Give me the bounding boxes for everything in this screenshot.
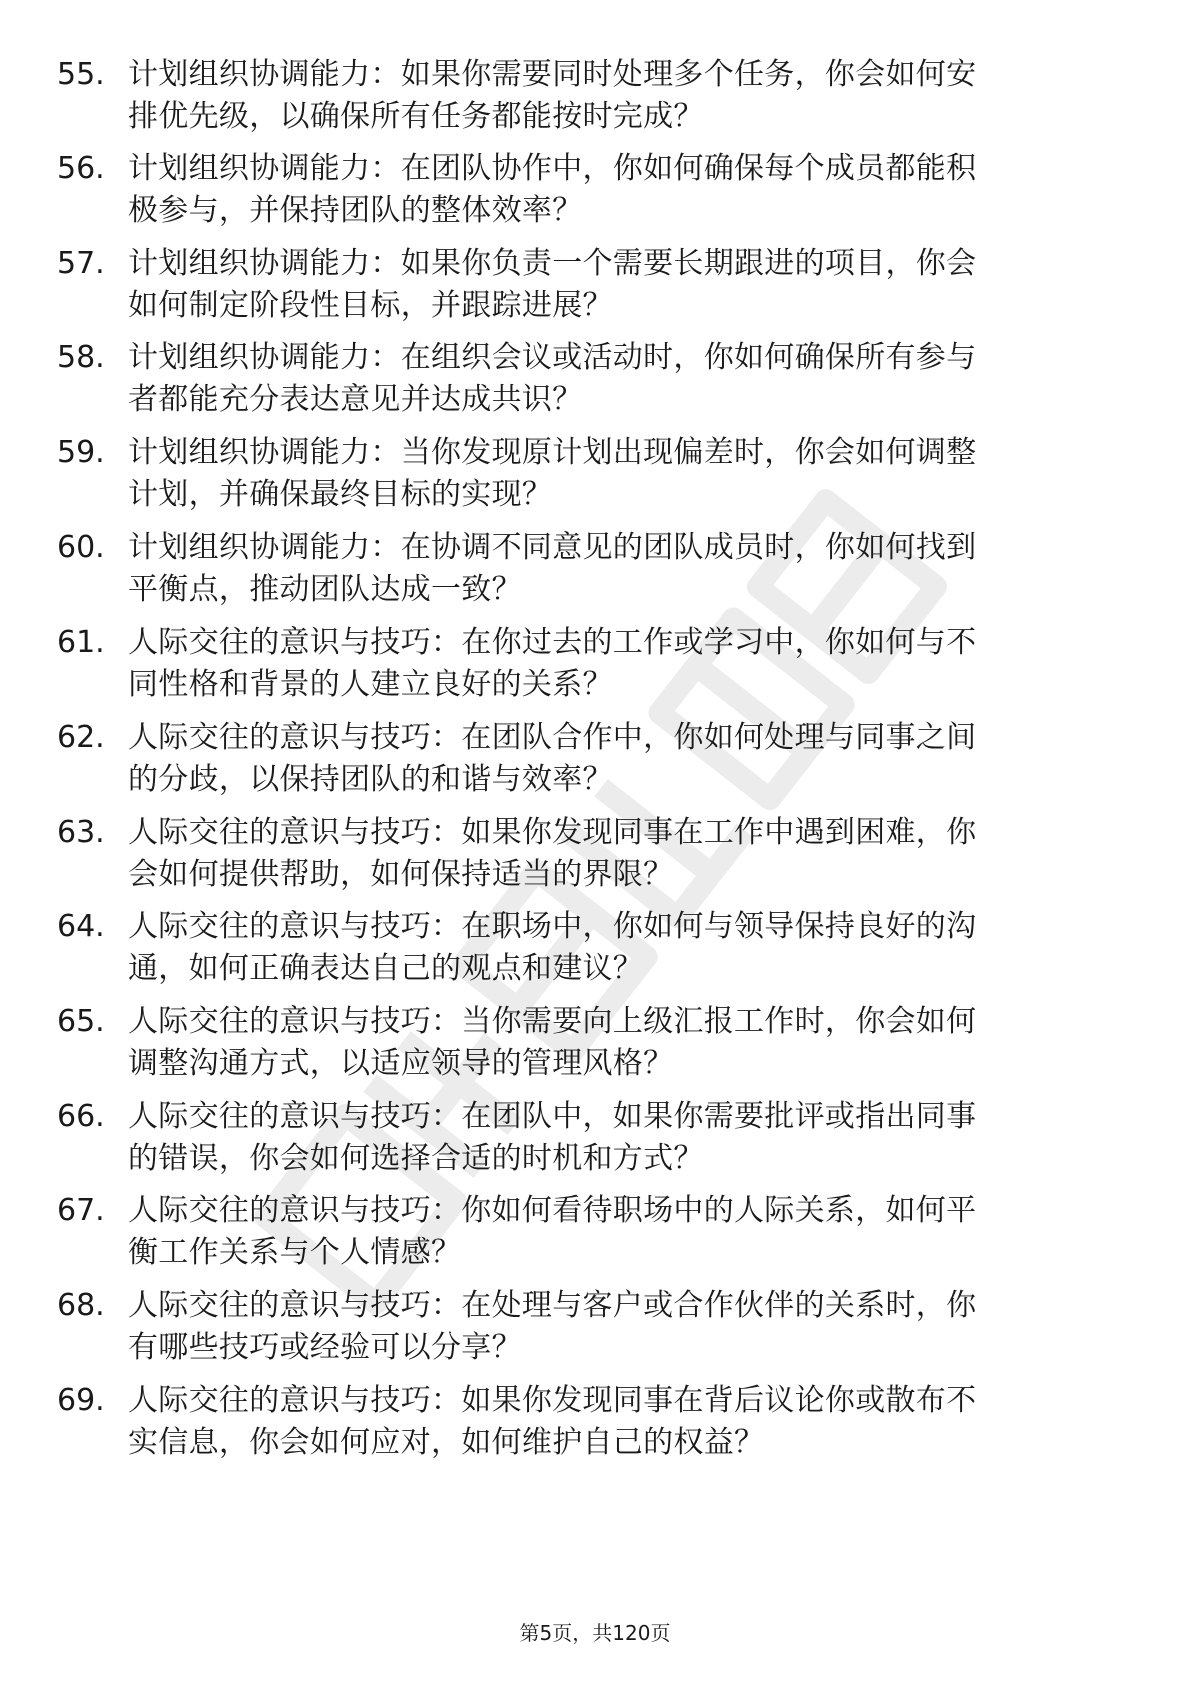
question-item	[0, 1096, 1190, 1186]
question-line: 人际交往的意识与技巧：在团队中，如果你需要批评或指出同事	[128, 1099, 977, 1134]
question-line: 者都能充分表达意见并达成共识？	[128, 382, 583, 417]
question-number: 59.	[57, 435, 105, 470]
question-line: 计划组织协调能力：在协调不同意见的团队成员时，你如何找到	[128, 530, 977, 565]
question-line: 调整沟通方式，以适应领导的管理风格？	[128, 1046, 674, 1081]
question-number: 65.	[57, 1004, 105, 1039]
question-line: 如何制定阶段性目标，并跟踪进展？	[128, 288, 613, 323]
question-line: 的错误，你会如何选择合适的时机和方式？	[128, 1141, 704, 1176]
question-line: 人际交往的意识与技巧：当你需要向上级汇报工作时，你会如何	[128, 1004, 977, 1039]
question-text	[128, 622, 1128, 706]
page-number-footer: 第5页，共120页	[519, 1621, 671, 1645]
question-number: 57.	[57, 246, 105, 281]
question-line: 会如何提供帮助，如何保持适当的界限？	[128, 857, 674, 892]
question-text	[128, 717, 1128, 801]
question-item	[0, 1380, 1190, 1470]
question-line: 极参与，并保持团队的整体效率？	[128, 193, 583, 228]
question-line: 人际交往的意识与技巧：如果你发现同事在工作中遇到困难，你	[128, 815, 977, 850]
question-line: 计划组织协调能力：在组织会议或活动时，你如何确保所有参与	[128, 340, 977, 375]
question-item	[0, 812, 1190, 902]
question-line: 人际交往的意识与技巧：你如何看待职场中的人际关系，如何平	[128, 1193, 977, 1228]
question-line: 通，如何正确表达自己的观点和建议？	[128, 951, 644, 986]
question-line: 计划，并确保最终目标的实现？	[128, 477, 553, 512]
question-number: 69.	[57, 1383, 105, 1418]
question-line: 人际交往的意识与技巧：在处理与客户或合作伙伴的关系时，你	[128, 1288, 977, 1323]
question-text	[128, 1380, 1128, 1464]
question-text	[128, 148, 1128, 232]
question-number: 60.	[57, 530, 105, 565]
question-number: 58.	[57, 340, 105, 375]
question-number: 61.	[57, 625, 105, 660]
question-text	[128, 432, 1128, 516]
question-line: 的分歧，以保持团队的和谐与效率？	[128, 762, 613, 797]
question-item	[0, 527, 1190, 617]
question-line: 计划组织协调能力：如果你负责一个需要长期跟进的项目，你会	[128, 246, 977, 281]
question-text	[128, 812, 1128, 896]
question-item	[0, 1285, 1190, 1375]
question-number: 68.	[57, 1288, 105, 1323]
question-text	[128, 337, 1128, 421]
question-item	[0, 54, 1190, 144]
question-line: 计划组织协调能力：当你发现原计划出现偏差时，你会如何调整	[128, 435, 977, 470]
question-line: 人际交往的意识与技巧：在职场中，你如何与领导保持良好的沟	[128, 909, 977, 944]
question-number: 62.	[57, 720, 105, 755]
question-line: 同性格和背景的人建立良好的关系？	[128, 667, 613, 702]
question-line: 平衡点，推动团队达成一致？	[128, 572, 522, 607]
question-text	[128, 1001, 1128, 1085]
question-line: 计划组织协调能力：如果你需要同时处理多个任务，你会如何安	[128, 57, 977, 92]
question-line: 有哪些技巧或经验可以分享？	[128, 1330, 522, 1365]
question-text	[128, 1190, 1128, 1274]
question-text	[128, 54, 1128, 138]
question-number: 55.	[57, 57, 105, 92]
question-line: 计划组织协调能力：在团队协作中，你如何确保每个成员都能积	[128, 151, 977, 186]
question-item	[0, 1190, 1190, 1280]
question-item	[0, 906, 1190, 996]
question-text	[128, 527, 1128, 611]
question-number: 63.	[57, 815, 105, 850]
question-line: 排优先级，以确保所有任务都能按时完成？	[128, 99, 704, 134]
question-line: 人际交往的意识与技巧：如果你发现同事在背后议论你或散布不	[128, 1383, 977, 1418]
question-item	[0, 1001, 1190, 1091]
question-line: 人际交往的意识与技巧：在你过去的工作或学习中，你如何与不	[128, 625, 977, 660]
question-line: 实信息，你会如何应对，如何维护自己的权益？	[128, 1425, 765, 1460]
question-item	[0, 717, 1190, 807]
question-item	[0, 622, 1190, 712]
question-line: 衡工作关系与个人情感？	[128, 1235, 462, 1270]
question-number: 66.	[57, 1099, 105, 1134]
question-line: 人际交往的意识与技巧：在团队合作中，你如何处理与同事之间	[128, 720, 977, 755]
question-item	[0, 148, 1190, 238]
question-number: 64.	[57, 909, 105, 944]
question-text	[128, 243, 1128, 327]
question-text	[128, 1096, 1128, 1180]
question-text	[128, 1285, 1128, 1369]
question-item	[0, 432, 1190, 522]
question-item	[0, 243, 1190, 333]
question-text	[128, 906, 1128, 990]
question-item	[0, 337, 1190, 427]
question-number: 56.	[57, 151, 105, 186]
question-number: 67.	[57, 1193, 105, 1228]
